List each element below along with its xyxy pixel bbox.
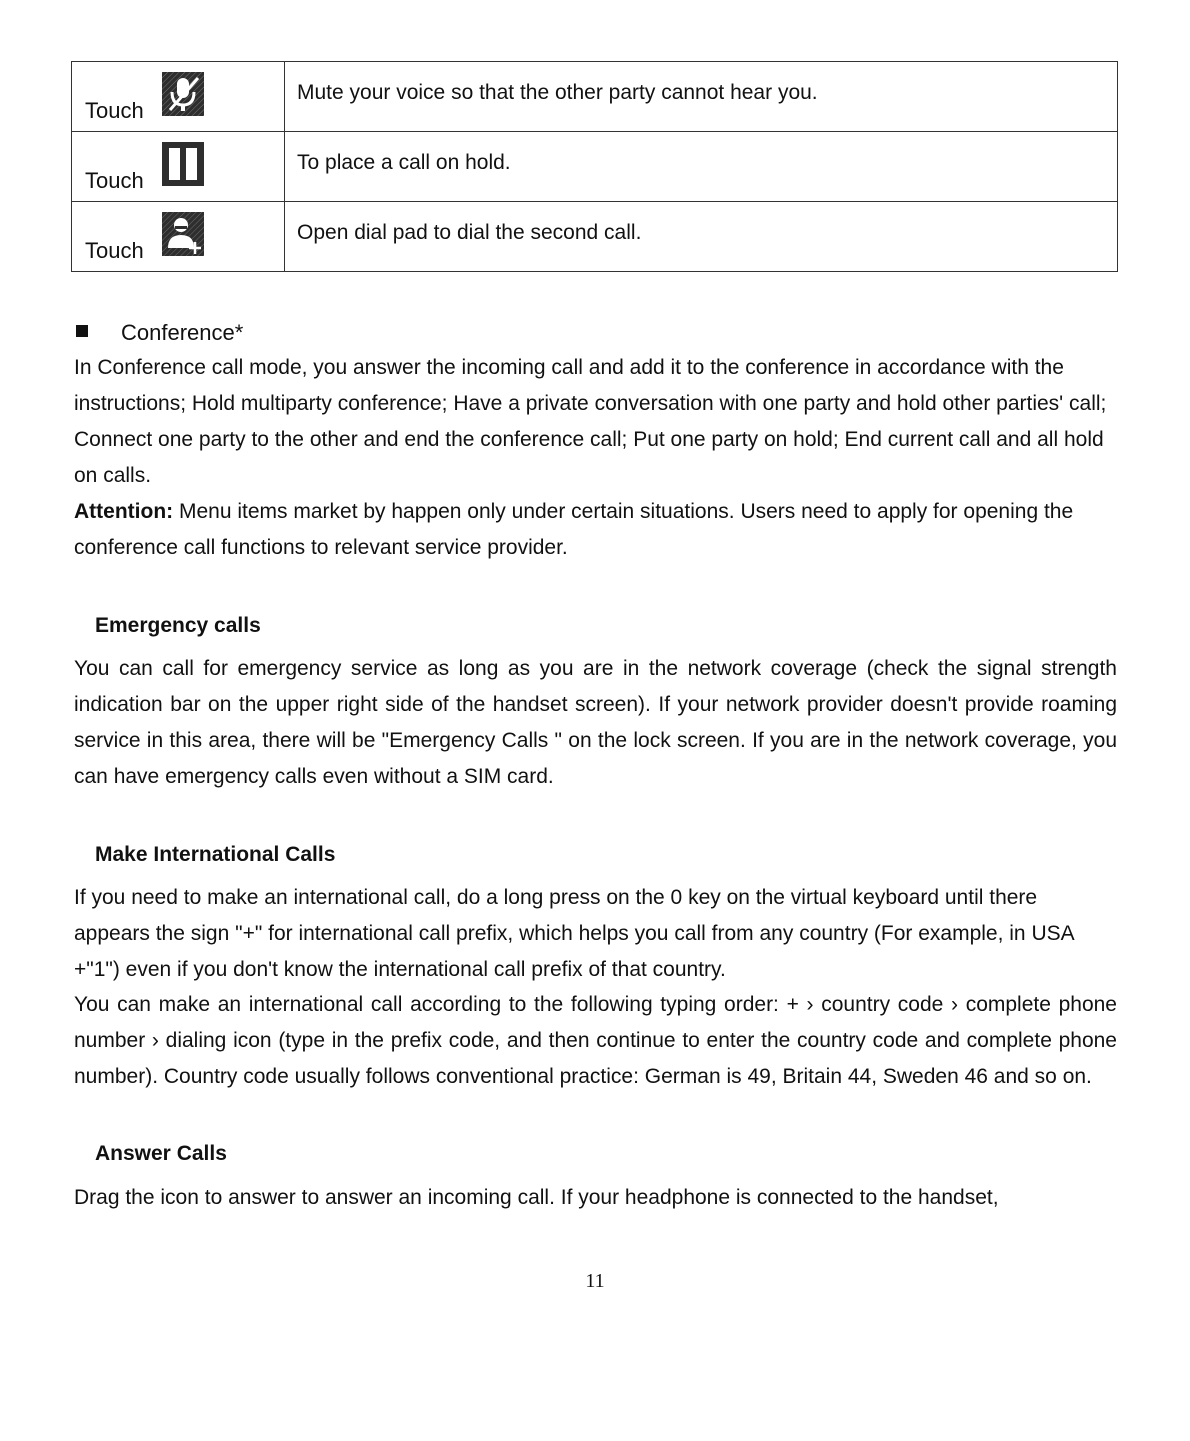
- emergency-heading: Emergency calls: [95, 614, 261, 637]
- conference-paragraph: In Conference call mode, you answer the incoming call and add it to the conference in accordance with the instructions; Hold multiparty conference; Have a private conversation with one party and hold other parties' call; Connect one party to the other and end the conference call; Put one party on hold; End current call and all hold on calls. Attention: Menu items market by happen only under certain situations. Users need to apply for opening the conference call functions to relevant service provider.: [74, 350, 1117, 566]
- touch-label: Touch: [85, 168, 144, 193]
- table-row: [72, 202, 1118, 272]
- touch-label: Touch: [85, 238, 144, 263]
- answer-heading: Answer Calls: [95, 1142, 227, 1165]
- table-row: [72, 62, 1118, 132]
- table-description: Open dial pad to dial the second call.: [285, 202, 1118, 272]
- pause-icon: [162, 142, 204, 186]
- table-row: [72, 132, 1118, 202]
- international-order-paragraph: You can make an international call according to the following typing order: + › country code › complete phone number › dialing icon (type in the prefix code, and then continue to enter the country code and complete phone number). Country code usually follows conventional practice: German is 49, Britain 44, Sweden 46 and so on.: [74, 993, 1117, 1088]
- answer-paragraph: Drag the icon to answer to answer an incoming call. If your headphone is connected to the handset,: [74, 1186, 999, 1209]
- conference-heading: Conference*: [76, 316, 243, 350]
- page-number: 11: [585, 1270, 605, 1292]
- international-heading: Make International Calls: [95, 843, 336, 866]
- attention-note: Attention: Menu items market by happen only under certain situations. Users need to apply for opening the conference call functions to relevant service provider.: [74, 500, 1074, 559]
- international-paragraph: If you need to make an international call, do a long press on the 0 key on the virtual keyboard until there appears the sign "+" for international call prefix, which helps you call from any country (For example, in USA +"1") even if you don't know the international call prefix of that country.: [74, 886, 1074, 981]
- emergency-paragraph: You can call for emergency service as long as you are in the network coverage (check the signal strength indication bar on the upper right side of the handset screen). If your network provider doesn't provide roaming service in this area, there will be "Emergency Calls " on the lock screen. If you are in the network coverage, you can have emergency calls even without a SIM card.: [74, 657, 1117, 788]
- call-controls-table: [71, 61, 1118, 272]
- add-call-icon: [162, 212, 204, 256]
- bullet-icon: [76, 325, 88, 337]
- touch-label: Touch: [85, 98, 144, 123]
- table-description: To place a call on hold.: [285, 132, 1118, 202]
- table-description: Mute your voice so that the other party cannot hear you.: [285, 62, 1118, 132]
- mute-microphone-icon: [162, 72, 204, 116]
